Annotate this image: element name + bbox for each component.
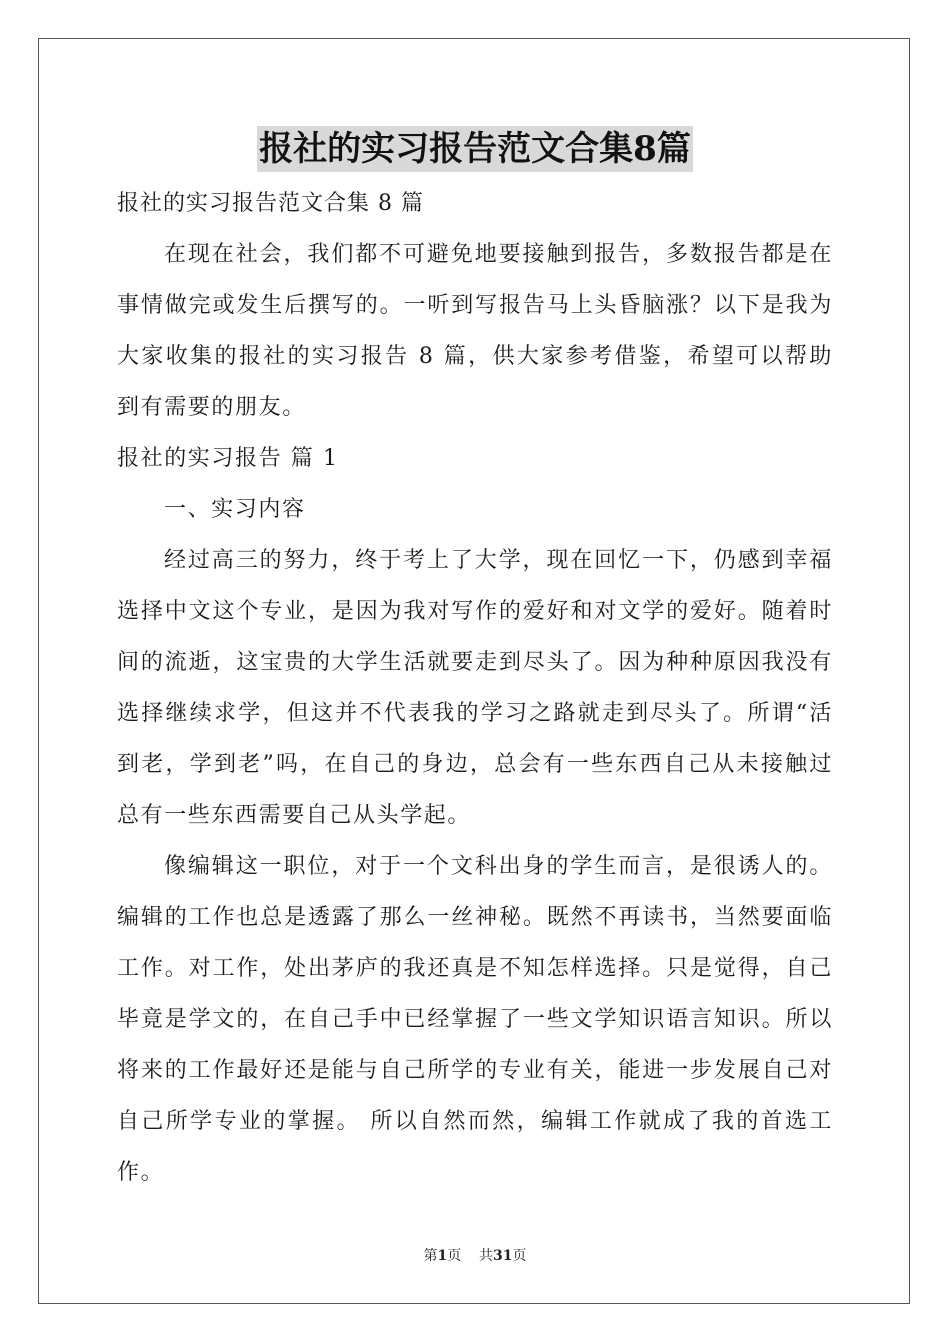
total-prefix: 共: [479, 1248, 494, 1264]
body-paragraph: 像编辑这一职位，对于一个文科出身的学生而言，是很诱人的。编辑的工作也总是透露了那么一丝神秘。既然不再读书，当然要面临工作。对工作，处出茅庐的我还真是不知怎样选择。只是觉得，自己毕竟是学文的，在自己手中已经掌握了一些文学知识语言知识。所以将来的工作最好还是能与自己所学的专业有关，能进一步发展自己对自己所学专业的掌握。 所以自然而然，编辑工作就成了我的首选工作。: [117, 854, 833, 1185]
document-subtitle: 报社的实习报告范文合集 8 篇: [117, 191, 424, 216]
document-title: 报社的实习报告范文合集8篇: [257, 126, 693, 172]
total-suffix: 页: [512, 1248, 527, 1264]
intro-paragraph: 在现在社会，我们都不可避免地要接触到报告，多数报告都是在事情做完或发生后撰写的。一听到写报告马上头昏脑涨？以下是我为大家收集的报社的实习报告 8 篇，供大家参考借鉴，希望可以帮助到有需要的朋友。: [117, 242, 833, 420]
page-suffix: 页: [447, 1248, 462, 1264]
page-footer: [0, 1245, 950, 1265]
title-container: [0, 126, 950, 172]
total-pages: 31: [493, 1248, 513, 1264]
page-prefix: 第: [423, 1248, 438, 1264]
document-body: [117, 178, 833, 1198]
body-paragraph: 经过高三的努力，终于考上了大学，现在回忆一下，仍感到幸福选择中文这个专业，是因为我对写作的爱好和对文学的爱好。随着时间的流逝，这宝贵的大学生活就要走到尽头了。因为种种原因我没有选择继续求学，但这并不代表我的学习之路就走到尽头了。所谓“活到老，学到老”吗，在自己的身边，总会有一些东西自己从未接触过总有一些东西需要自己从头学起。: [117, 548, 833, 828]
section-heading: 报社的实习报告 篇 1: [117, 446, 339, 471]
page-number: 1: [437, 1248, 448, 1264]
subsection-heading: 一、实习内容: [164, 497, 306, 522]
